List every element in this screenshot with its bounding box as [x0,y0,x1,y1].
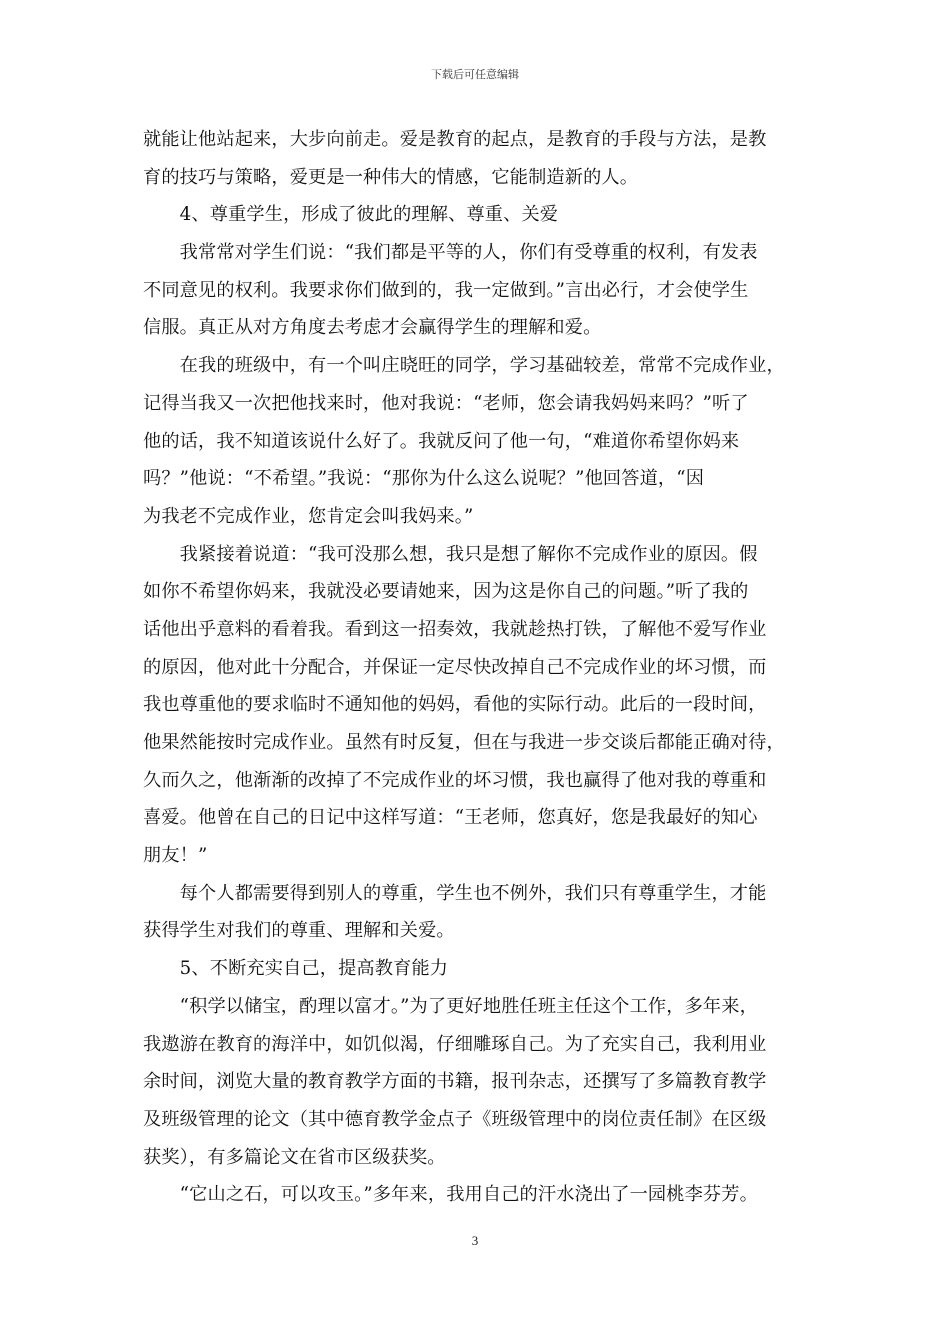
text-line: 育的技巧与策略，爱更是一种伟大的情感，它能制造新的人。 [143,166,639,188]
text-line: 话他出乎意料的看着我。看到这一招奏效，我就趁热打铁，了解他不爱写作业 [143,618,767,640]
text-line: 吗？”他说：“不希望。”我说：“那你为什么这么说呢？”他回答道，“因 [143,468,705,490]
text-line: 我紧接着说道：“我可没那么想，我只是想了解你不完成作业的原因。假 [143,543,758,565]
text-line: 余时间，浏览大量的教育教学方面的书籍，报刊杂志，还撰写了多篇教育教学 [143,1071,767,1093]
text-line: 信服。真正从对方角度去考虑才会赢得学生的理解和爱。 [143,317,602,339]
text-line: 记得当我又一次把他找来时，他对我说：“老师，您会请我妈妈来吗？”听了 [143,392,749,414]
text-line: “它山之石，可以攻玉。”多年来，我用自己的汗水浇出了一园桃李芬芳。 [143,1184,758,1206]
text-line: 每个人都需要得到别人的尊重，学生也不例外，我们只有尊重学生，才能 [143,882,767,904]
text-line: 我遨游在教育的海洋中，如饥似渴，仔细雕琢自己。为了充实自己，我利用业 [143,1033,767,1055]
text-line: 及班级管理的论文（其中德育教学金点子《班级管理中的岗位责任制》在区级 [143,1108,767,1130]
text-line: “积学以储宝，酌理以富才。”为了更好地胜任班主任这个工作，多年来， [143,995,758,1017]
text-line: 他果然能按时完成作业。虽然有时反复，但在与我进一步交谈后都能正确对待， [143,732,785,753]
body-text [143,121,813,1214]
text-line: 喜爱。他曾在自己的日记中这样写道：“王老师，您真好，您是我最好的知心 [143,807,758,829]
page-number: 3 [471,1233,479,1248]
text-line: 获得学生对我们的尊重、理解和关爱。 [143,920,455,942]
text-line: 的原因，他对此十分配合，并保证一定尽快改掉自己不完成作业的坏习惯，而 [143,656,767,678]
section-heading: 4、尊重学生，形成了彼此的理解、尊重、关爱 [143,204,559,226]
text-line: 获奖），有多篇论文在省市区级获奖。 [143,1146,446,1168]
text-line: 我也尊重他的要求临时不通知他的妈妈，看他的实际行动。此后的一段时间， [143,694,767,716]
text-line: 他的话，我不知道该说什么好了。我就反问了他一句，“难道你希望你妈来 [143,430,740,452]
text-line: 我常常对学生们说：“我们都是平等的人，你们有受尊重的权利，有发表 [143,242,758,264]
text-line: 朋友！” [143,845,208,867]
text-line: 久而久之，他渐渐的改掉了不完成作业的坏习惯，我也赢得了他对我的尊重和 [143,769,767,791]
text-line: 如你不希望你妈来，我就没必要请她来，因为这是你自己的问题。”听了我的 [143,581,749,603]
text-line: 就能让他站起来，大步向前走。爱是教育的起点，是教育的手段与方法，是教 [143,129,767,150]
text-line: 在我的班级中，有一个叫庄晓旺的同学，学习基础较差，常常不完成作业， [143,355,785,377]
section-heading: 5、不断充实自己，提高教育能力 [143,958,449,980]
text-line: 不同意见的权利。我要求你们做到的，我一定做到。”言出必行，才会使学生 [143,279,749,301]
page-header: 下载后可任意编辑 [431,68,519,81]
text-line: 为我老不完成作业，您肯定会叫我妈来。” [143,505,474,527]
